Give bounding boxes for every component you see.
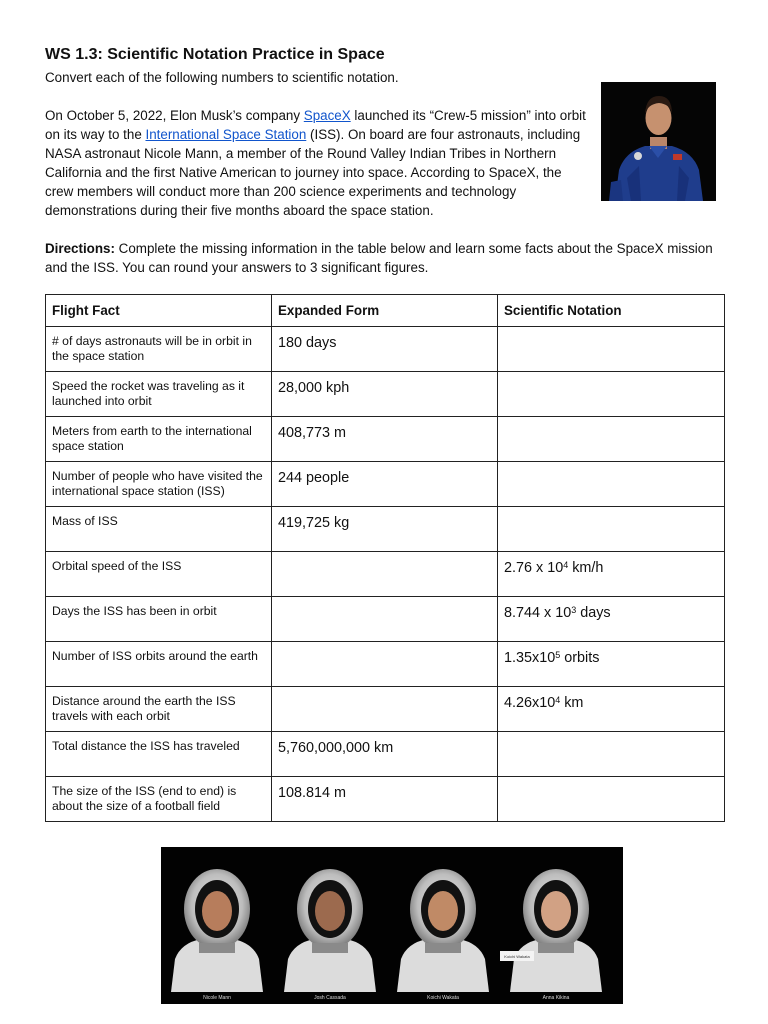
worksheet-title: WS 1.3: Scientific Notation Practice in Space bbox=[45, 46, 385, 63]
flight-fact-cell: Total distance the ISS has traveled bbox=[46, 732, 272, 777]
scientific-notation-cell[interactable] bbox=[498, 507, 725, 552]
expanded-form-cell[interactable] bbox=[272, 552, 498, 597]
scientific-notation-cell[interactable] bbox=[498, 777, 725, 822]
flight-fact-cell: Number of people who have visited the international space station (ISS) bbox=[46, 462, 272, 507]
table-row bbox=[46, 642, 725, 687]
expanded-form-cell[interactable]: 244 people bbox=[272, 462, 498, 507]
scientific-notation-cell[interactable] bbox=[498, 732, 725, 777]
expanded-form-cell[interactable] bbox=[272, 642, 498, 687]
table-row bbox=[46, 597, 725, 642]
expanded-form-cell[interactable]: 108.814 m bbox=[272, 777, 498, 822]
directions-text: Complete the missing information in the table below and learn some facts about the SpaceX mission and the ISS. You can round your answers to 3 significant figures. bbox=[45, 241, 713, 275]
expanded-form-cell[interactable] bbox=[272, 687, 498, 732]
header-flight-fact: Flight Fact bbox=[46, 295, 272, 327]
iss-link[interactable]: International Space Station bbox=[145, 127, 307, 142]
spacex-link[interactable]: SpaceX bbox=[303, 108, 351, 123]
crew-caption-2: Josh Cassada bbox=[314, 995, 346, 1001]
flight-fact-cell: Days the ISS has been in orbit bbox=[46, 597, 272, 642]
flight-fact-cell: The size of the ISS (end to end) is about the size of a football field bbox=[46, 777, 272, 822]
table-row bbox=[46, 552, 725, 597]
astronaut-portrait bbox=[601, 82, 716, 201]
table-row bbox=[46, 507, 725, 552]
directions-label: Directions: bbox=[45, 241, 115, 256]
expanded-form-cell[interactable]: 28,000 kph bbox=[272, 372, 498, 417]
flight-fact-cell: Meters from earth to the international space station bbox=[46, 417, 272, 462]
intro-text-middle: launched its “Crew-5 mission” into orbit on its way to the bbox=[45, 108, 586, 142]
scientific-notation-cell[interactable] bbox=[498, 417, 725, 462]
intro-paragraph bbox=[45, 106, 590, 220]
flight-fact-cell: Distance around the earth the ISS travels with each orbit bbox=[46, 687, 272, 732]
table-row bbox=[46, 372, 725, 417]
flight-fact-cell: Orbital speed of the ISS bbox=[46, 552, 272, 597]
flight-fact-cell: Number of ISS orbits around the earth bbox=[46, 642, 272, 687]
header-scientific-notation: Scientific Notation bbox=[498, 295, 725, 327]
flight-fact-cell: Mass of ISS bbox=[46, 507, 272, 552]
astronaut-portrait-graphic bbox=[601, 82, 716, 201]
intro-text-start: On October 5, 2022, Elon Musk’s company bbox=[45, 108, 304, 123]
scientific-notation-cell[interactable] bbox=[498, 462, 725, 507]
crew-photo bbox=[161, 847, 623, 1004]
scientific-notation-cell[interactable] bbox=[498, 372, 725, 417]
table-row bbox=[46, 777, 725, 822]
crew-caption-3: Koichi Wakata bbox=[427, 995, 459, 1001]
crew-nameplate: Koichi Wakata bbox=[504, 954, 530, 959]
expanded-form-cell[interactable] bbox=[272, 597, 498, 642]
expanded-form-cell[interactable]: 180 days bbox=[272, 327, 498, 372]
instruction-text: Convert each of the following numbers to scientific notation. bbox=[45, 70, 399, 85]
expanded-form-cell[interactable]: 408,773 m bbox=[272, 417, 498, 462]
flight-fact-cell: Speed the rocket was traveling as it launched into orbit bbox=[46, 372, 272, 417]
intro-text-rest: (ISS). On board are four astronauts, including NASA astronaut Nicole Mann, a member of the Round Valley Indian Tribes in Northern California and the first Native American to journey into space. According to SpaceX, the crew members will conduct more than 200 science experiments and technology demonstrations during their five months aboard the space station. bbox=[45, 127, 581, 218]
directions-paragraph bbox=[45, 239, 725, 277]
table-row bbox=[46, 687, 725, 732]
crew-photo-graphic bbox=[161, 847, 623, 1004]
table-header-row bbox=[46, 295, 725, 327]
table-row bbox=[46, 462, 725, 507]
crew-caption-4: Anna Kikina bbox=[542, 995, 570, 1001]
scientific-notation-cell[interactable] bbox=[498, 327, 725, 372]
scientific-notation-cell[interactable]: 8.744 x $10^3$ days bbox=[498, 597, 725, 642]
scientific-notation-cell[interactable]: $4.26x10^4$ km bbox=[498, 687, 725, 732]
expanded-form-cell[interactable]: 419,725 kg bbox=[272, 507, 498, 552]
flight-fact-cell: # of days astronauts will be in orbit in the space station bbox=[46, 327, 272, 372]
header-expanded-form: Expanded Form bbox=[272, 295, 498, 327]
table-row bbox=[46, 732, 725, 777]
scientific-notation-cell[interactable]: 2.76 x $10^4$ km/h bbox=[498, 552, 725, 597]
flight-facts-table bbox=[45, 294, 725, 822]
crew-caption-1: Nicole Mann bbox=[203, 995, 231, 1001]
table-row bbox=[46, 327, 725, 372]
expanded-form-cell[interactable]: 5,760,000,000 km bbox=[272, 732, 498, 777]
table-row bbox=[46, 417, 725, 462]
scientific-notation-cell[interactable]: $1.35x10^5$ orbits bbox=[498, 642, 725, 687]
